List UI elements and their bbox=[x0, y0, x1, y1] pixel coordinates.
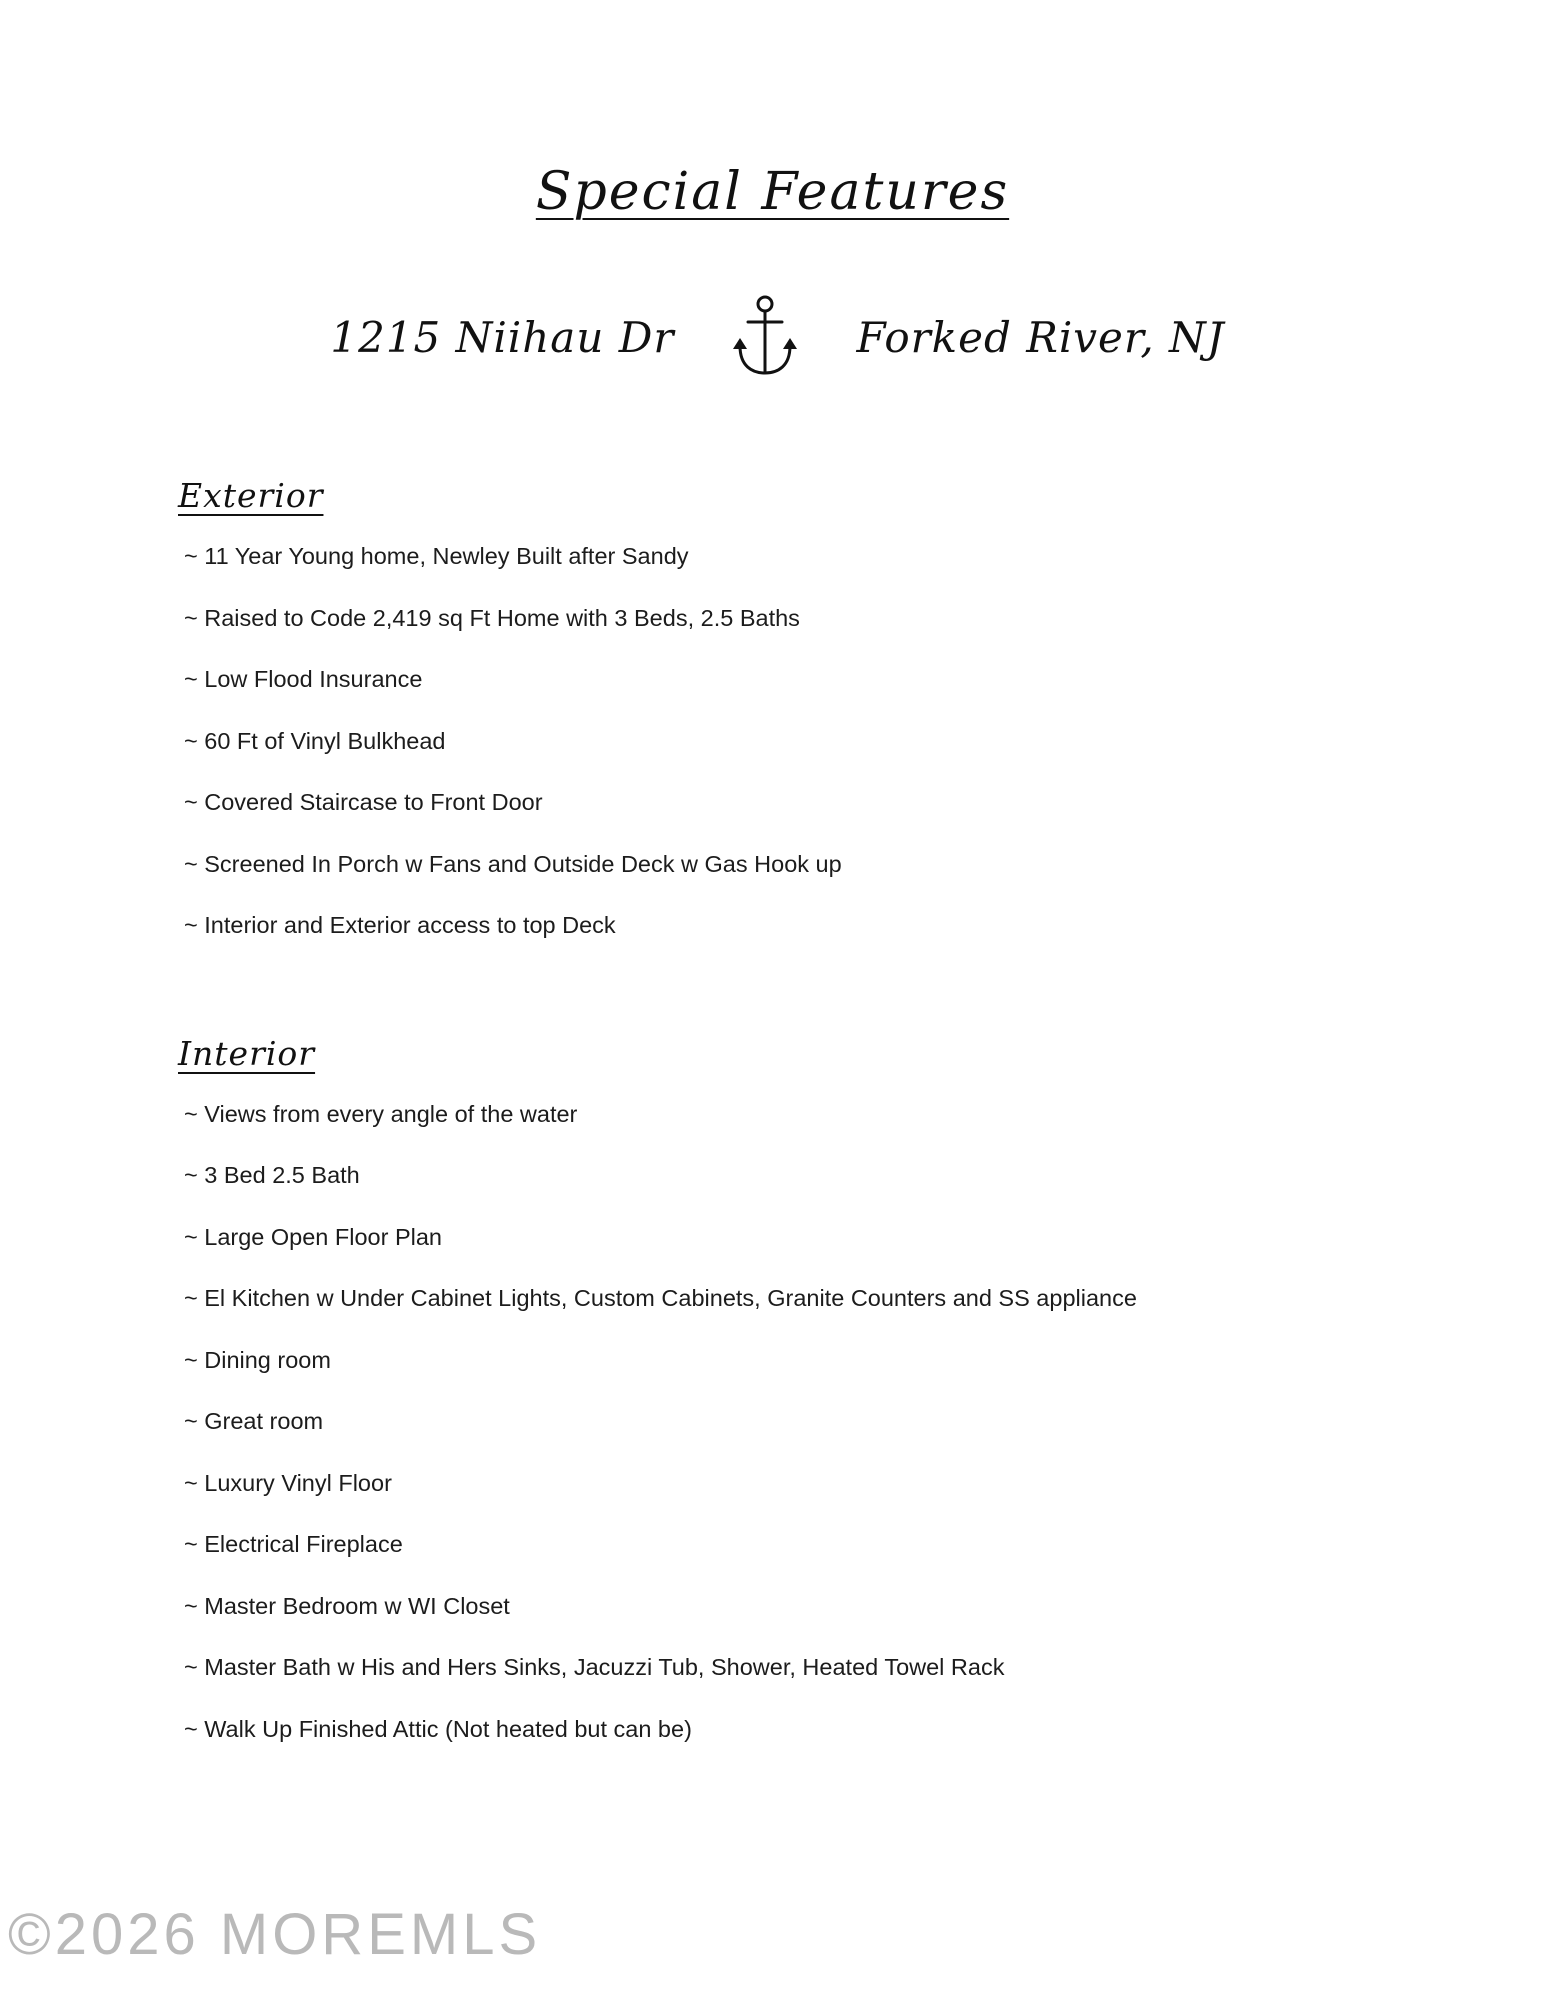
list-item: ~ Screened In Porch w Fans and Outside Deck w Gas Hook up bbox=[184, 850, 842, 877]
list-item: ~ Dining room bbox=[184, 1346, 331, 1373]
list-item: ~ Luxury Vinyl Floor bbox=[184, 1469, 392, 1496]
list-item: ~ 3 Bed 2.5 Bath bbox=[184, 1162, 360, 1188]
list-item: ~ El Kitchen w Under Cabinet Lights, Custom Cabinets, Granite Counters and SS appliance bbox=[184, 1285, 1137, 1311]
list-item: ~ 11 Year Young home, Newley Built after Sandy bbox=[184, 543, 689, 569]
page-title: Special Features bbox=[535, 162, 1010, 222]
address-street: 1215 Niihau Dr bbox=[330, 312, 675, 362]
list-item: ~ Electrical Fireplace bbox=[184, 1531, 403, 1557]
section-exterior bbox=[0, 476, 1545, 938]
list-item: ~ Raised to Code 2,419 sq Ft Home with 3 Beds, 2.5 Baths bbox=[184, 604, 800, 631]
list-item: ~ Great room bbox=[184, 1408, 324, 1434]
list-item: ~ 60 Ft of Vinyl Bulkhead bbox=[184, 727, 446, 754]
address-row bbox=[0, 294, 1545, 380]
anchor-icon bbox=[730, 294, 800, 380]
list-item: ~ Large Open Floor Plan bbox=[184, 1223, 443, 1250]
exterior-feature-list bbox=[178, 545, 1445, 938]
list-item: ~ Views from every angle of the water bbox=[184, 1100, 578, 1127]
section-heading-interior: Interior bbox=[178, 1033, 316, 1073]
list-item: ~ Interior and Exterior access to top Deck bbox=[184, 912, 616, 938]
interior-feature-list bbox=[178, 1100, 1445, 1742]
watermark: ©2026 MOREMLS bbox=[8, 1902, 542, 1967]
list-item: ~ Walk Up Finished Attic (Not heated but can be) bbox=[184, 1715, 692, 1742]
list-item: ~ Covered Staircase to Front Door bbox=[184, 789, 543, 815]
list-item: ~ Low Flood Insurance bbox=[184, 666, 423, 692]
section-interior bbox=[0, 1034, 1545, 1742]
address-city-state: Forked River, NJ bbox=[856, 312, 1225, 362]
list-item: ~ Master Bath w His and Hers Sinks, Jacuzzi Tub, Shower, Heated Towel Rack bbox=[184, 1654, 1005, 1680]
list-item: ~ Master Bedroom w WI Closet bbox=[184, 1592, 510, 1619]
section-heading-exterior: Exterior bbox=[178, 476, 324, 515]
